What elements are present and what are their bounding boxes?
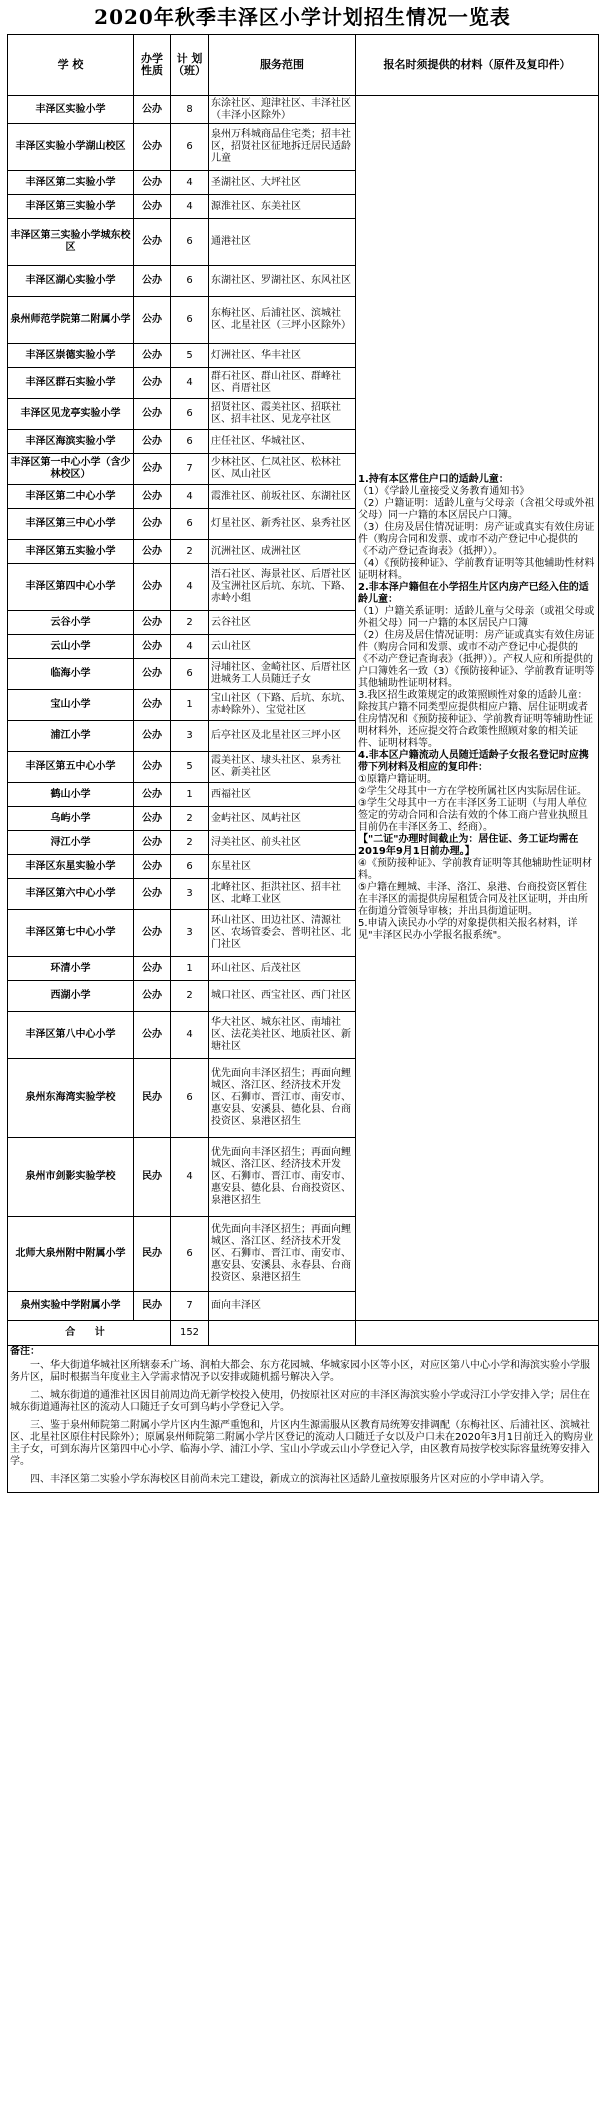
school-name: 环清小学	[8, 957, 134, 981]
school-nature: 公办	[134, 807, 171, 831]
service-area: 泉州万科城商品住宅类；招丰社区，招贤社区征地拆迁居民适龄儿童	[209, 124, 356, 171]
plan-classes: 6	[171, 219, 209, 266]
school-nature: 公办	[134, 266, 171, 297]
service-area: 北峰社区、拒洪社区、招丰社区、北峰工业区	[209, 879, 356, 910]
materials-item: ②学生父母其中一方在学校所属社区内实际居住证。	[358, 786, 587, 797]
school-nature: 公办	[134, 831, 171, 855]
header-nature: 办学性质	[134, 35, 171, 96]
materials-item: （2）住房及居住情况证明：房产证或真实有效住房证件（购房合同和发票、或市不动产登记中心提供的《不动产登记查询表》（抵押））。产权人应和所提供的户口簿姓名一致（3）《预防接种证》、学前教育证明等其他辅助性证明材料。	[358, 630, 595, 689]
plan-classes: 6	[171, 509, 209, 540]
service-area: 云山社区	[209, 635, 356, 659]
service-area: 优先面向丰泽区招生；再面向鲤城区、洛江区、经济技术开发区、石狮市、晋江市、南安市、惠安县、安溪县、德化县、台商投资区、泉港区招生	[209, 1059, 356, 1138]
school-name: 丰泽区第七中心小学	[8, 910, 134, 957]
materials-item: ③学生父母其中一方在丰泽区务工证明（与用人单位签定的劳动合同和合法有效的个体工商户营业执照且目前仍在丰泽区务工、经商）。	[358, 798, 588, 833]
plan-classes: 2	[171, 981, 209, 1012]
school-nature: 公办	[134, 430, 171, 454]
school-nature: 公办	[134, 297, 171, 344]
service-area: 庄任社区、华城社区、	[209, 430, 356, 454]
plan-classes: 1	[171, 690, 209, 721]
service-area: 圣湖社区、大坪社区	[209, 171, 356, 195]
service-area: 云谷社区	[209, 611, 356, 635]
empty-cell	[209, 1321, 356, 1346]
school-nature: 公办	[134, 981, 171, 1012]
school-name: 乌屿小学	[8, 807, 134, 831]
plan-classes: 7	[171, 1292, 209, 1321]
school-nature: 公办	[134, 1012, 171, 1059]
service-area: 东星社区	[209, 855, 356, 879]
total-value: 152	[171, 1321, 209, 1346]
total-row	[8, 1321, 599, 1346]
plan-classes: 6	[171, 297, 209, 344]
service-area: 霞淮社区、前坂社区、东湖社区	[209, 485, 356, 509]
service-area: 沉洲社区、成洲社区	[209, 540, 356, 564]
plan-classes: 3	[171, 721, 209, 752]
service-area: 环山社区、后茂社区	[209, 957, 356, 981]
school-name: 丰泽区第五实验小学	[8, 540, 134, 564]
school-name: 泉州师范学院第二附属小学	[8, 297, 134, 344]
school-name: 丰泽区湖心实验小学	[8, 266, 134, 297]
school-nature: 公办	[134, 611, 171, 635]
materials-item: 1.持有本区常住户口的适龄儿童：	[358, 474, 509, 485]
plan-classes: 6	[171, 1059, 209, 1138]
school-name: 鹤山小学	[8, 783, 134, 807]
plan-classes: 8	[171, 96, 209, 124]
school-name: 丰泽区第三实验小学城东校区	[8, 219, 134, 266]
plan-classes: 6	[171, 266, 209, 297]
school-name: 丰泽区见龙亭实验小学	[8, 399, 134, 430]
school-nature: 公办	[134, 195, 171, 219]
school-nature: 公办	[134, 910, 171, 957]
school-nature: 民办	[134, 1138, 171, 1217]
plan-classes: 4	[171, 1138, 209, 1217]
service-area: 西福社区	[209, 783, 356, 807]
plan-classes: 6	[171, 124, 209, 171]
materials-item: （1）《学龄儿童接受义务教育通知书》	[358, 486, 530, 497]
school-name: 丰泽区实验小学湖山校区	[8, 124, 134, 171]
service-area: 环山社区、田边社区、清源社区、农场管委会、普明社区、北门社区	[209, 910, 356, 957]
enrollment-table	[7, 34, 599, 1493]
school-name: 丰泽区第八中心小学	[8, 1012, 134, 1059]
plan-classes: 2	[171, 611, 209, 635]
school-nature: 公办	[134, 509, 171, 540]
school-nature: 公办	[134, 485, 171, 509]
school-name: 泉州实验中学附属小学	[8, 1292, 134, 1321]
header-plan: 计 划（班）	[171, 35, 209, 96]
school-nature: 民办	[134, 1292, 171, 1321]
school-name: 宝山小学	[8, 690, 134, 721]
plan-classes: 4	[171, 195, 209, 219]
notes	[8, 1346, 599, 1493]
materials-item: （3）住房及居住情况证明：房产证或真实有效住房证件（购房合同和发票、或市不动产登记中心提供的《不动产登记查询表》（抵押））。	[358, 522, 595, 557]
service-area: 面向丰泽区	[209, 1292, 356, 1321]
school-nature: 民办	[134, 1059, 171, 1138]
service-area: 华大社区、城东社区、南埔社区、法花美社区、地质社区、新塘社区	[209, 1012, 356, 1059]
plan-classes: 4	[171, 1012, 209, 1059]
service-area: 源淮社区、东美社区	[209, 195, 356, 219]
header-area: 服务范围	[209, 35, 356, 96]
school-name: 丰泽区第四中心小学	[8, 564, 134, 611]
materials-item: （1）户籍关系证明：适龄儿童与父母亲（或祖父母或外祖父母）同一户籍的本区居民户口簿	[358, 606, 595, 629]
plan-classes: 3	[171, 879, 209, 910]
school-nature: 公办	[134, 171, 171, 195]
plan-classes: 3	[171, 910, 209, 957]
school-nature: 公办	[134, 454, 171, 485]
plan-classes: 4	[171, 171, 209, 195]
notes-paragraph: 三、鉴于泉州师院第二附属小学片区内生源严重饱和，片区内生源需服从区教育局统筹安排调配（东梅社区、后浦社区、滨城社区、北星社区原住村民除外）；原属泉州师院第二附属小学片区登记的流动人口随迁子女以及户口未在2020年3月1日前迁入的购房业主子女，可到东海片区第四中心小学、临海小学、浦江小学、宝山小学或云山小学登记入学，由区教育局按学校实际容量统筹安排入学。	[10, 1420, 594, 1467]
plan-classes: 5	[171, 752, 209, 783]
plan-classes: 4	[171, 368, 209, 399]
service-area: 城口社区、西宝社区、西门社区	[209, 981, 356, 1012]
school-nature: 公办	[134, 368, 171, 399]
school-name: 西湖小学	[8, 981, 134, 1012]
materials-item: 5.申请入读民办小学的对象提供相关报名材料，详见"丰泽区民办小学报名报系统"。	[358, 918, 578, 941]
materials-item: 【"二证"办理时间截止为：居住证、务工证均需在2019年9月1日前办理。】	[358, 834, 579, 857]
notes-paragraph: 四、丰泽区第二实验小学东海校区目前尚未完工建设，新成立的滨海社区适龄儿童按原服务片区对应的小学申请入学。	[30, 1474, 550, 1485]
notes-title: 备注：	[10, 1346, 40, 1357]
school-name: 丰泽区第二实验小学	[8, 171, 134, 195]
plan-classes: 1	[171, 783, 209, 807]
school-name: 丰泽区实验小学	[8, 96, 134, 124]
service-area: 金屿社区、凤屿社区	[209, 807, 356, 831]
service-area: 灯星社区、新秀社区、泉秀社区	[209, 509, 356, 540]
header-materials: 报名时须提供的材料（原件及复印件）	[356, 35, 599, 96]
service-area: 灯洲社区、华丰社区	[209, 344, 356, 368]
service-area: 少林社区、仁凤社区、松林社区、凤山社区	[209, 454, 356, 485]
page-title: 2020年秋季丰泽区小学计划招生情况一览表	[94, 5, 511, 29]
school-nature: 公办	[134, 344, 171, 368]
service-area: 浔埔社区、金崎社区、后厝社区进城务工人员随迁子女	[209, 659, 356, 690]
materials-item: （4）《预防接种证》、学前教育证明等其他辅助性材料证明材料。	[358, 558, 595, 581]
service-area: 浔美社区、前头社区	[209, 831, 356, 855]
school-nature: 公办	[134, 879, 171, 910]
materials-item: 4.非本区户籍流动人员随迁适龄子女报名登记时应携带下列材料及相应的复印件：	[358, 750, 589, 773]
plan-classes: 2	[171, 831, 209, 855]
plan-classes: 6	[171, 659, 209, 690]
service-area: 优先面向丰泽区招生；再面向鲤城区、洛江区、经济技术开发区、石狮市、晋江市、南安市、惠安县、德化县、台商投资区、泉港区招生	[209, 1138, 356, 1217]
plan-classes: 2	[171, 807, 209, 831]
materials-item: 2.非本泽户籍但在小学招生片区内房产已经入住的适龄儿童：	[358, 582, 589, 605]
school-name: 丰泽区东星实验小学	[8, 855, 134, 879]
plan-classes: 4	[171, 485, 209, 509]
materials-item: ①原籍户籍证明。	[358, 774, 437, 785]
header-school: 学 校	[8, 35, 134, 96]
school-nature: 公办	[134, 783, 171, 807]
school-nature: 公办	[134, 540, 171, 564]
school-name: 临海小学	[8, 659, 134, 690]
service-area: 霞美社区、埭头社区、泉秀社区、新美社区	[209, 752, 356, 783]
plan-classes: 7	[171, 454, 209, 485]
plan-classes: 6	[171, 430, 209, 454]
school-nature: 公办	[134, 721, 171, 752]
school-nature: 公办	[134, 855, 171, 879]
school-name: 丰泽区崇德实验小学	[8, 344, 134, 368]
school-nature: 公办	[134, 564, 171, 611]
school-name: 丰泽区第三实验小学	[8, 195, 134, 219]
school-name: 丰泽区海滨实验小学	[8, 430, 134, 454]
notes-paragraph: 一、华大街道华城社区所辖泰禾广场、润柏大都会、东方花园城、华城家园小区等小区，对应区第八中心小学和海滨实验小学服务片区，届时根据当年度业主入学需求情况予以安排或随机摇号解决入学。	[10, 1360, 590, 1383]
service-area: 浯石社区、海景社区、后厝社区及宝洲社区后坑、东坑、下路、赤岭小组	[209, 564, 356, 611]
school-nature: 公办	[134, 219, 171, 266]
service-area: 招贤社区、霞美社区、招联社区、招丰社区、见龙亭社区	[209, 399, 356, 430]
service-area: 东湖社区、罗湖社区、东风社区	[209, 266, 356, 297]
total-label: 合 计	[8, 1321, 171, 1346]
service-area: 通港社区	[209, 219, 356, 266]
school-name: 云山小学	[8, 635, 134, 659]
school-nature: 公办	[134, 124, 171, 171]
materials-item: 3.我区招生政策规定的政策照顾性对象的适龄儿童：除按其户籍不同类型应提供相应户籍、居住证明或者住房情况和《预防接种证》、学前教育证明等辅助性证明材料外，还应提交符合政策性照顾对象的相关证件、证明材料等。	[358, 690, 593, 749]
required-materials	[356, 96, 599, 1321]
school-name: 丰泽区第二中心小学	[8, 485, 134, 509]
school-nature: 公办	[134, 635, 171, 659]
plan-classes: 6	[171, 399, 209, 430]
school-name: 丰泽区群石实验小学	[8, 368, 134, 399]
school-name: 丰泽区第三中心小学	[8, 509, 134, 540]
service-area: 后亭社区及北星社区三坪小区	[209, 721, 356, 752]
plan-classes: 4	[171, 635, 209, 659]
school-name: 丰泽区第六中心小学	[8, 879, 134, 910]
school-name: 浦江小学	[8, 721, 134, 752]
table-row	[8, 96, 599, 124]
school-nature: 公办	[134, 96, 171, 124]
service-area: 东涂社区、迎津社区、丰泽社区（丰泽小区除外）	[209, 96, 356, 124]
materials-item: ④《预防接种证》、学前教育证明等其他辅助性证明材料。	[358, 858, 592, 881]
plan-classes: 2	[171, 540, 209, 564]
service-area: 宝山社区（下路、后坑、东坑、赤岭除外）、宝觉社区	[209, 690, 356, 721]
school-name: 泉州东海湾实验学校	[8, 1059, 134, 1138]
school-name: 北师大泉州附中附属小学	[8, 1217, 134, 1292]
school-name: 丰泽区第五中心小学	[8, 752, 134, 783]
school-name: 泉州市剑影实验学校	[8, 1138, 134, 1217]
plan-classes: 5	[171, 344, 209, 368]
school-name: 云谷小学	[8, 611, 134, 635]
school-nature: 民办	[134, 1217, 171, 1292]
notes-row	[8, 1346, 599, 1493]
school-name: 丰泽区第一中心小学（含少林校区）	[8, 454, 134, 485]
school-name: 浔江小学	[8, 831, 134, 855]
school-nature: 公办	[134, 399, 171, 430]
plan-classes: 1	[171, 957, 209, 981]
materials-item: ⑤户籍在鲤城、丰泽、洛江、泉港、台商投资区暂住在丰泽区的需提供房屋租赁合同及社区证明，并由所在街道分管领导审核；并出具街道证明。	[358, 882, 588, 917]
school-nature: 公办	[134, 690, 171, 721]
service-area: 优先面向丰泽区招生；再面向鲤城区、洛江区、经济技术开发区、石狮市、晋江市、南安市、惠安县、安溪县、永春县、台商投资区、泉港区招生	[209, 1217, 356, 1292]
materials-item: （2）户籍证明：适龄儿童与父母亲（含祖父母或外祖父母）同一户籍的本区居民户口簿。	[358, 498, 595, 521]
plan-classes: 4	[171, 564, 209, 611]
empty-cell	[356, 1321, 599, 1346]
service-area: 群石社区、群山社区、群峰社区、肖厝社区	[209, 368, 356, 399]
plan-classes: 6	[171, 1217, 209, 1292]
service-area: 东梅社区、后浦社区、滨城社区、北星社区（三坪小区除外）	[209, 297, 356, 344]
plan-classes: 6	[171, 855, 209, 879]
school-nature: 公办	[134, 659, 171, 690]
notes-paragraph: 二、城东街道的通淮社区因目前周边尚无新学校投入使用，仍按原社区对应的丰泽区海滨实验小学或浔江小学安排入学；居住在城东街道通海社区的流动人口随迁子女可到乌屿小学登记入学。	[10, 1390, 590, 1413]
school-nature: 公办	[134, 752, 171, 783]
school-nature: 公办	[134, 957, 171, 981]
